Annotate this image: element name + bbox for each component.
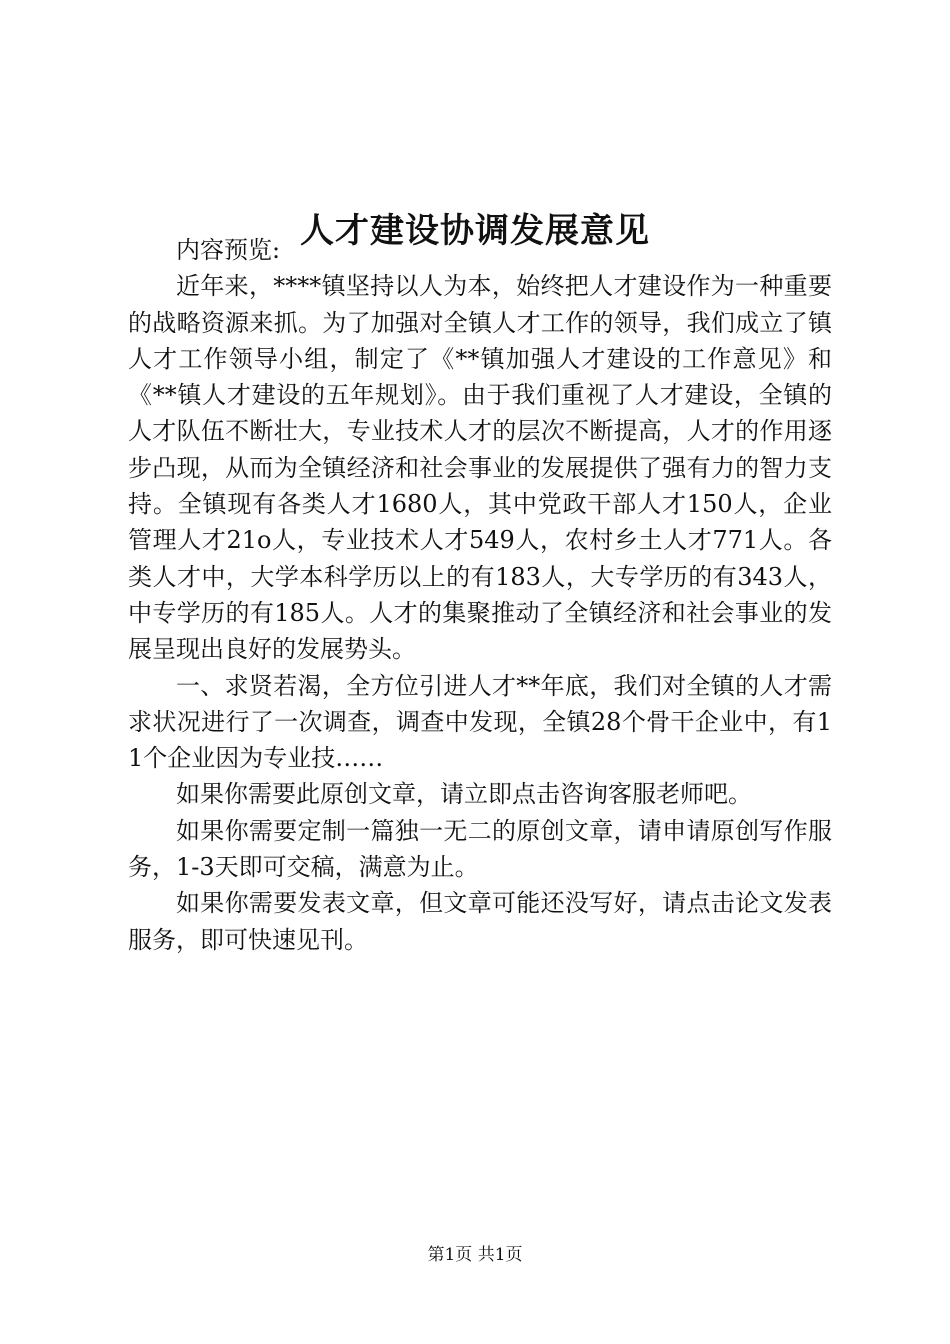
preview-label: 内容预览: [176, 236, 281, 264]
page-footer: 第1页 共1页 [427, 1245, 523, 1265]
consult-service-paragraph: 如果你需要此原创文章，请立即点击咨询客服老师吧。 [176, 780, 752, 809]
page-title: 人才建设协调发展意见 [300, 210, 650, 251]
custom-writing-paragraph: 如果你需要定制一篇独一无二的原创文章，请申请原创写作服务，1-3天即可交稿，满意为止。 [128, 816, 832, 882]
section-one-paragraph: 一、求贤若渴，全方位引进人才**年底，我们对全镇的人才需求状况进行了一次调查，调查中发现，全镇28个骨干企业中，有11个企业因为专业技…… [128, 671, 832, 773]
intro-paragraph: 近年来，****镇坚持以人为本，始终把人才建设作为一种重要的战略资源来抓。为了加强对全镇人才工作的领导，我们成立了镇人才工作领导小组，制定了《**镇加强人才建设的工作意见》和《**镇人才建设的五年规划》。由于我们重视了人才建设，全镇的人才队伍不断壮大，专业技术人才的层次不断提高，人才的作用逐步凸现，从而为全镇经济和社会事业的发展提供了强有力的智力支持。全镇现有各类人才1680人，其中党政干部人才150人，企业管理人才21o人，专业技术人才549人，农村乡土人才771人。各类人才中，大学本科学历以上的有183人，大专学历的有343人，中专学历的有185人。人才的集聚推动了全镇经济和社会事业的发展呈现出良好的发展势头。 [128, 272, 832, 664]
publishing-service-paragraph: 如果你需要发表文章，但文章可能还没写好，请点击论文发表服务，即可快速见刊。 [128, 889, 832, 954]
document-body [128, 232, 832, 958]
